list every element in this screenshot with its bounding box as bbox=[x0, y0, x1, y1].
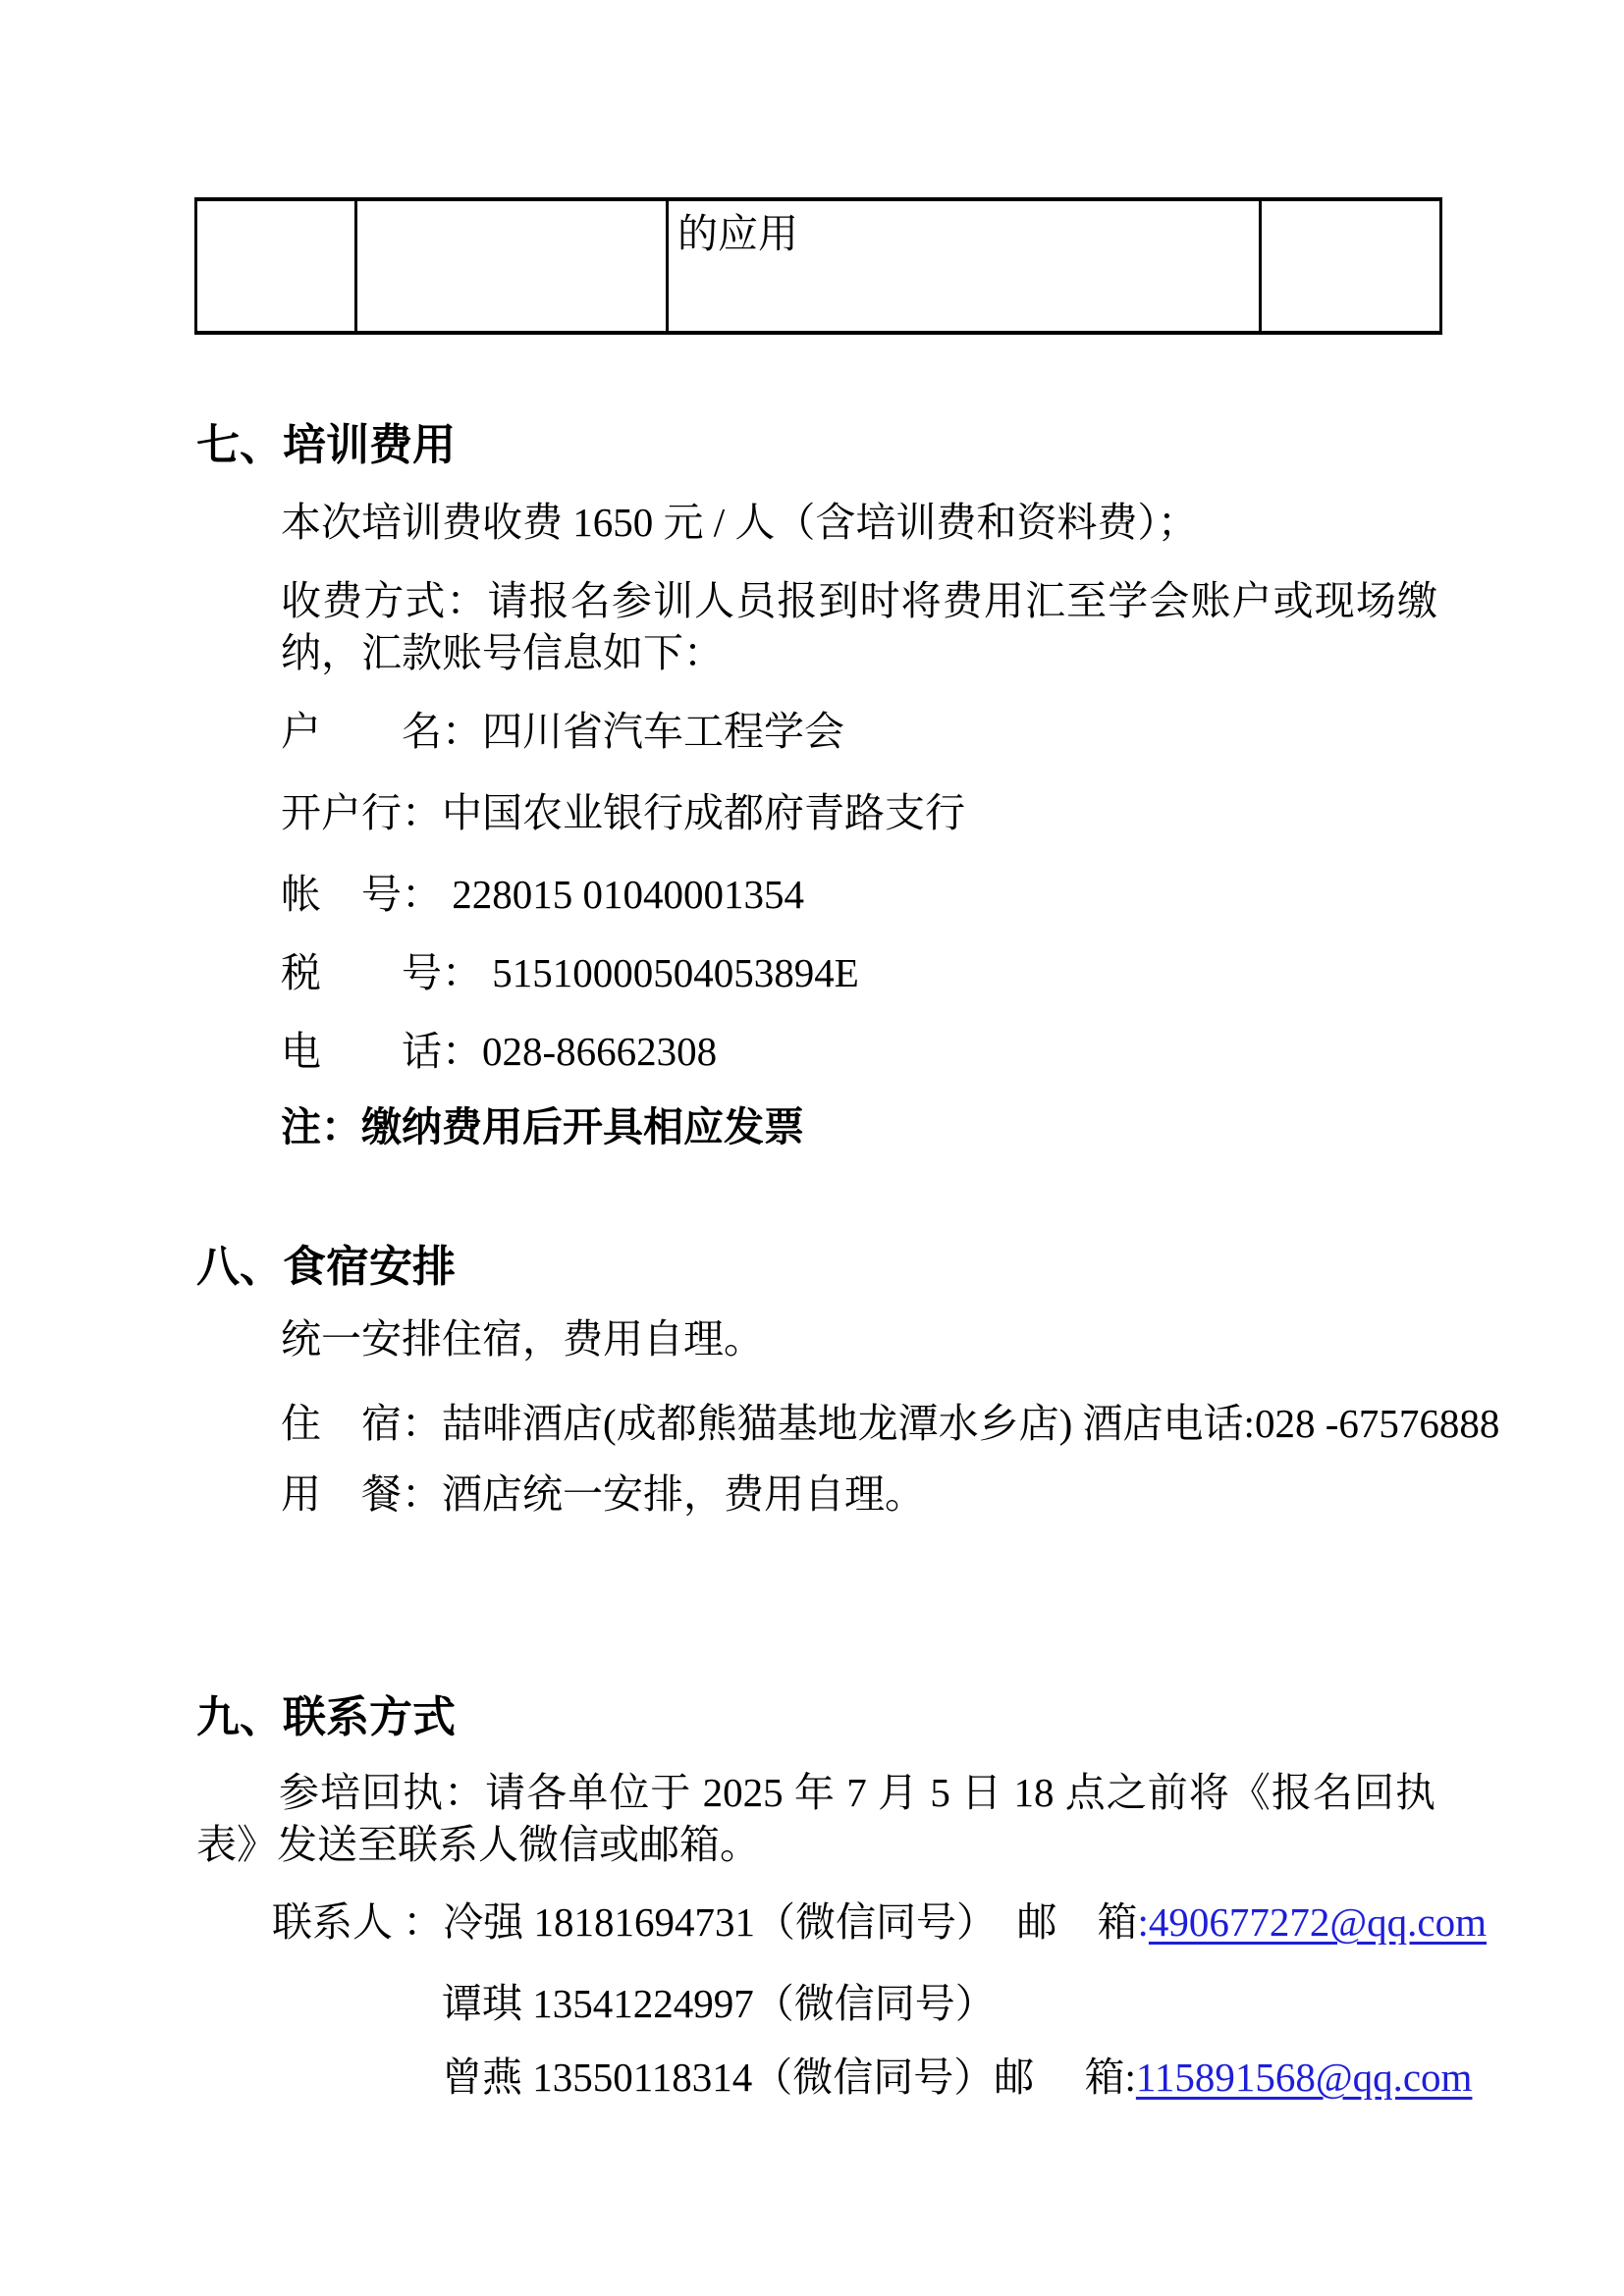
phone-line: 电 话：028-86662308 bbox=[281, 1029, 718, 1074]
course-schedule-table-fragment bbox=[194, 197, 1442, 335]
invoice-note-line: 注：缴纳费用后开具相应发票 bbox=[281, 1104, 804, 1149]
contact1-text: 联系人 ：冷强 18181694731（微信同号） 邮 箱 bbox=[272, 1899, 1138, 1945]
fee-amount-line: 本次培训费收费 1650 元 / 人（含培训费和资料费）； bbox=[281, 500, 1198, 545]
contact-line-lengqiang bbox=[272, 1896, 1487, 1949]
hotel-line: 住 宿：喆啡酒店(成都熊猫基地龙潭水乡店) 酒店电话:028 -67576888 bbox=[281, 1401, 1500, 1446]
table-cell-empty-2 bbox=[356, 199, 668, 333]
account-name-line: 户 名：四川省汽车工程学会 bbox=[281, 709, 844, 754]
account-number-line: 帐 号： 228015 01040001354 bbox=[281, 872, 804, 917]
contact1-colon: : bbox=[1137, 1899, 1149, 1945]
contact-line-zengyan bbox=[442, 2052, 1472, 2104]
table-cell-empty-3 bbox=[1261, 199, 1441, 333]
tax-number-line: 税 号： 51510000504053894E bbox=[281, 950, 859, 995]
contact-line-tanqi: 谭琪 13541224997（微信同号） bbox=[442, 1981, 996, 2026]
section-heading-contacts: 九、联系方式 bbox=[196, 1693, 456, 1741]
table-cell-topic-continued: 的应用 bbox=[668, 199, 1261, 333]
table-row bbox=[196, 199, 1441, 333]
reply-deadline-paragraph: 参培回执：请各单位于 2025 年 7 月 5 日 18 点之前将《报名回执表》发送至联系人微信或邮箱。 bbox=[196, 1770, 1435, 1867]
payment-method-paragraph: 收费方式：请报名参训人员报到时将费用汇至学会账户或现场缴纳，汇款账号信息如下： bbox=[281, 578, 1437, 675]
bank-line: 开户行：中国农业银行成都府青路支行 bbox=[281, 790, 965, 835]
email-link-490677272[interactable]: 490677272@qq.com bbox=[1148, 1899, 1488, 1945]
email-link-115891568[interactable]: 115891568@qq.com bbox=[1135, 2055, 1473, 2100]
section-heading-lodging: 八、食宿安排 bbox=[196, 1243, 456, 1291]
meals-line: 用 餐：酒店统一安排，费用自理。 bbox=[281, 1471, 925, 1517]
lodging-intro-line: 统一安排住宿，费用自理。 bbox=[281, 1316, 764, 1362]
table-cell-empty-1 bbox=[196, 199, 356, 333]
contact3-text: 曾燕 13550118314（微信同号）邮 箱: bbox=[442, 2055, 1136, 2100]
section-heading-fees: 七、培训费用 bbox=[196, 421, 456, 469]
